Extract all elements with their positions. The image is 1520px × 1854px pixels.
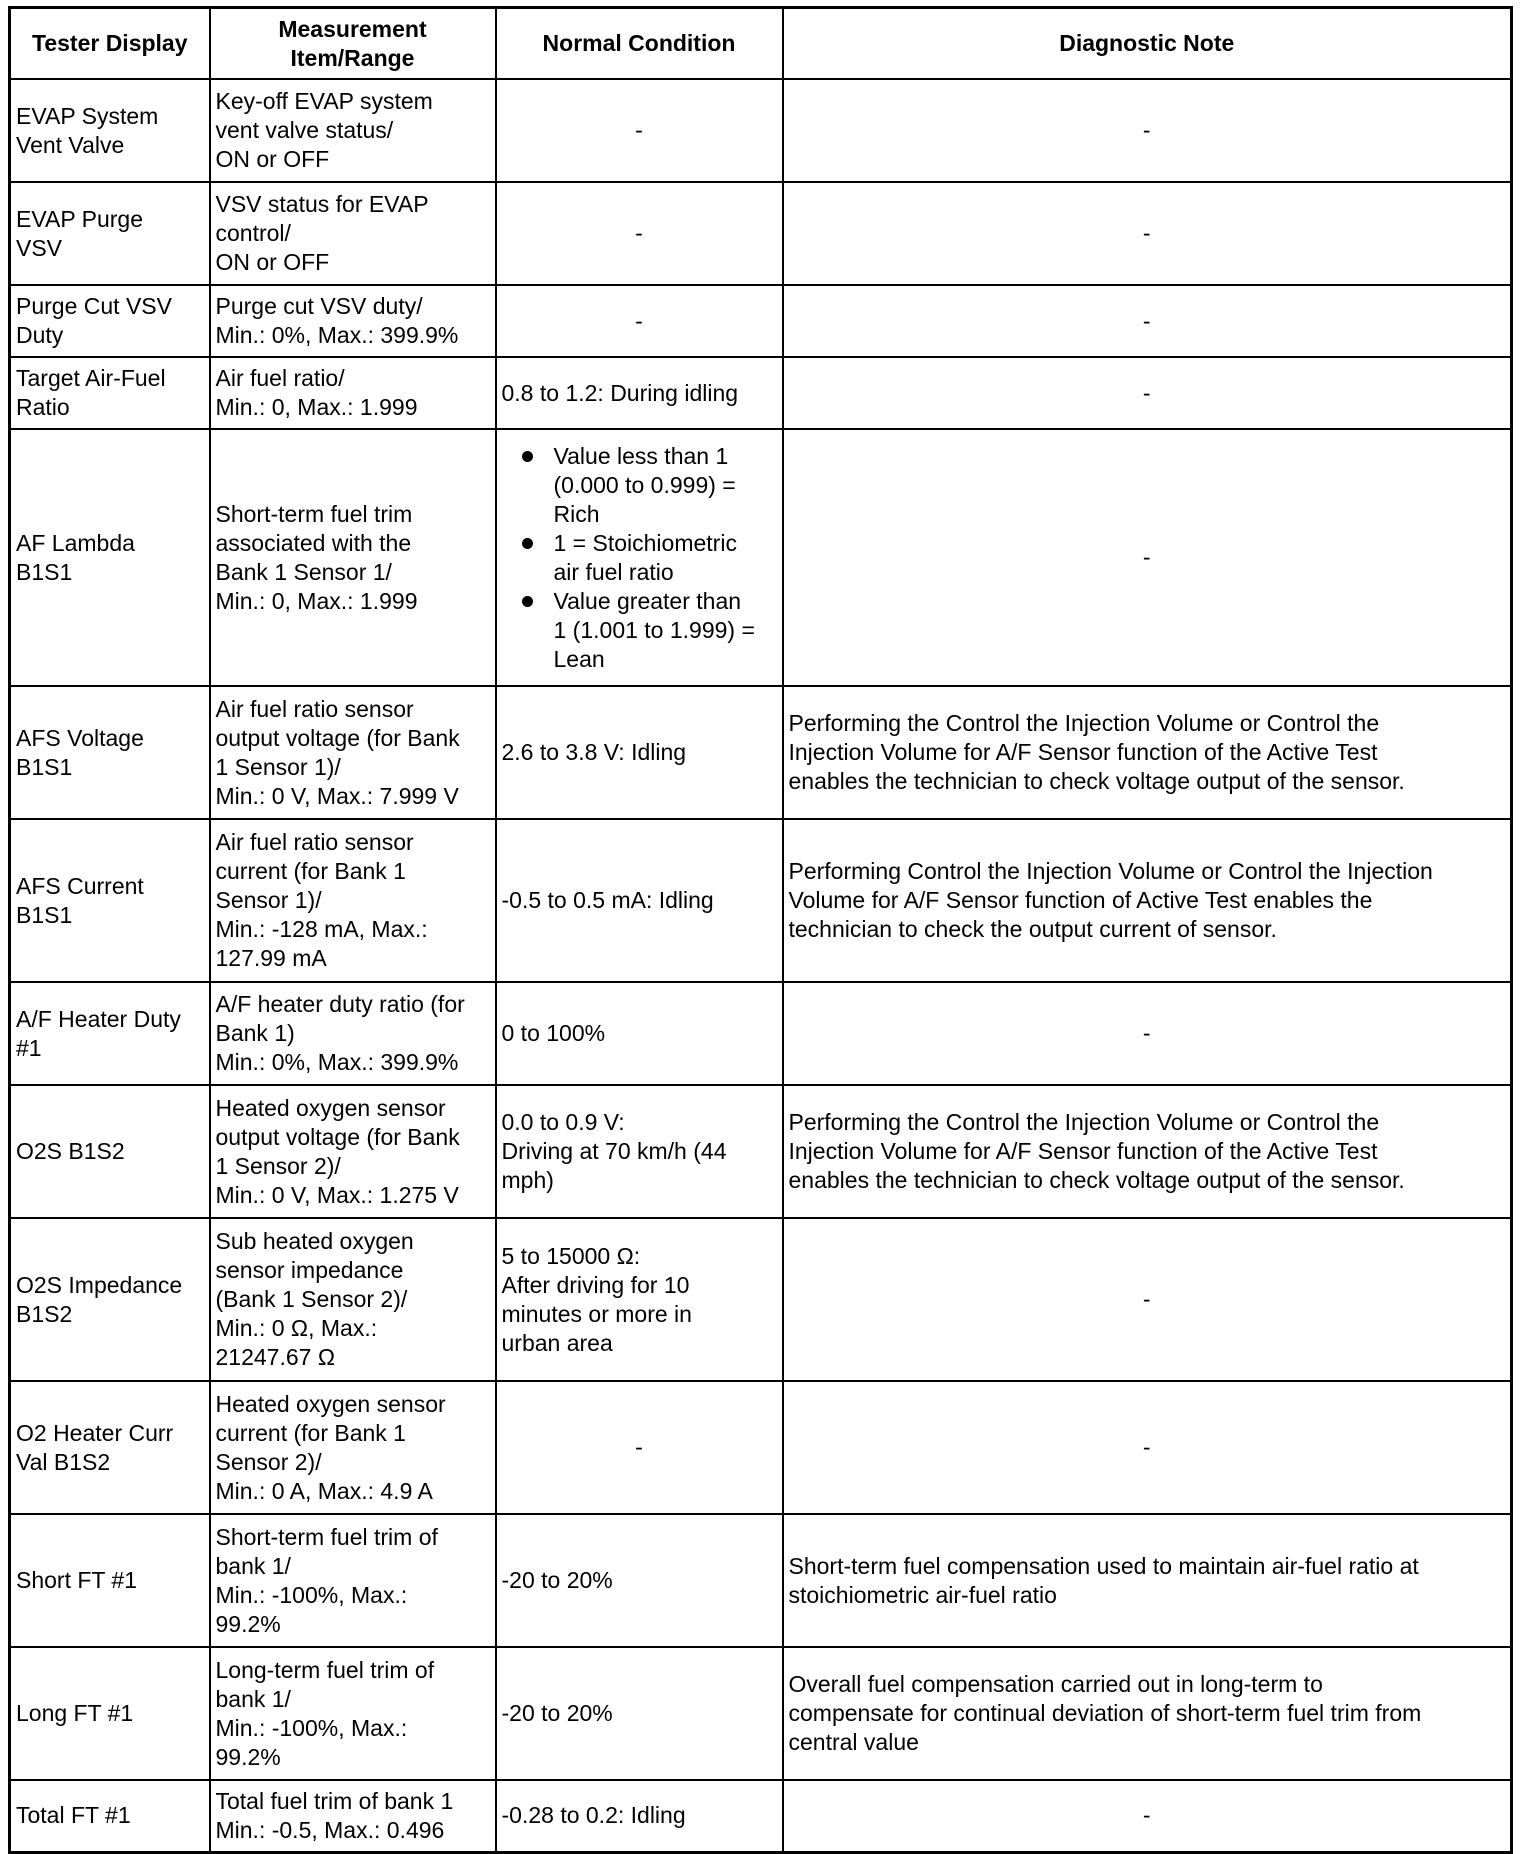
table-row (10, 79, 1512, 182)
table-row (10, 1780, 1512, 1852)
diagnostic-note-cell: - (783, 982, 1512, 1085)
list-item: Value less than 1 (0.000 to 0.999) = Rich (502, 442, 777, 529)
normal-condition-cell: -20 to 20% (496, 1647, 783, 1780)
tester-display-cell: O2S B1S2 (10, 1085, 210, 1218)
diagnostic-note-cell: - (783, 285, 1512, 357)
bullet-icon (522, 538, 533, 549)
diagnostic-note-cell: Overall fuel compensation carried out in long-term to compensate for continual deviation of short-term fuel trim from central value (783, 1647, 1512, 1780)
normal-condition-cell: 5 to 15000 Ω: After driving for 10 minutes or more in urban area (496, 1218, 783, 1381)
table-row (10, 429, 1512, 686)
table-row (10, 285, 1512, 357)
diagnostic-note-cell: Short-term fuel compensation used to maintain air-fuel ratio at stoichiometric air-fuel ratio (783, 1514, 1512, 1647)
measurement-cell: Long-term fuel trim of bank 1/ Min.: -100%, Max.: 99.2% (210, 1647, 496, 1780)
table-row (10, 182, 1512, 285)
measurement-cell: Purge cut VSV duty/ Min.: 0%, Max.: 399.9% (210, 285, 496, 357)
diagnostic-note-cell: - (783, 1218, 1512, 1381)
table-row (10, 1218, 1512, 1381)
table-row (10, 1514, 1512, 1647)
table-row (10, 357, 1512, 429)
normal-condition-cell: - (496, 285, 783, 357)
tester-display-cell: A/F Heater Duty #1 (10, 982, 210, 1085)
normal-condition-cell: -20 to 20% (496, 1514, 783, 1647)
list-item: Value greater than 1 (1.001 to 1.999) = Lean (502, 587, 777, 674)
measurement-cell: Key-off EVAP system vent valve status/ ON or OFF (210, 79, 496, 182)
measurement-cell: Sub heated oxygen sensor impedance (Bank 1 Sensor 2)/ Min.: 0 Ω, Max.: 21247.67 Ω (210, 1218, 496, 1381)
measurement-cell: Air fuel ratio/ Min.: 0, Max.: 1.999 (210, 357, 496, 429)
measurement-cell: A/F heater duty ratio (for Bank 1) Min.: 0%, Max.: 399.9% (210, 982, 496, 1085)
tester-display-cell: EVAP Purge VSV (10, 182, 210, 285)
tester-display-cell: Target Air-Fuel Ratio (10, 357, 210, 429)
tester-display-cell: AFS Current B1S1 (10, 819, 210, 982)
normal-condition-cell: 2.6 to 3.8 V: Idling (496, 686, 783, 819)
header-normal-condition: Normal Condition (496, 8, 783, 80)
measurement-cell: Short-term fuel trim associated with the Bank 1 Sensor 1/ Min.: 0, Max.: 1.999 (210, 429, 496, 686)
normal-condition-cell: - (496, 1381, 783, 1514)
tester-display-cell: Long FT #1 (10, 1647, 210, 1780)
header-tester-display: Tester Display (10, 8, 210, 80)
list-item: 1 = Stoichiometric air fuel ratio (502, 529, 777, 587)
normal-condition-cell: 0.0 to 0.9 V: Driving at 70 km/h (44 mph) (496, 1085, 783, 1218)
header-measurement-item-range: Measurement Item/Range (210, 8, 496, 80)
table-row (10, 1381, 1512, 1514)
table-row (10, 1085, 1512, 1218)
diagnostic-note-cell: Performing the Control the Injection Volume or Control the Injection Volume for A/F Sensor function of the Active Test enables the technician to check voltage output of the sensor. (783, 686, 1512, 819)
measurement-cell: Heated oxygen sensor current (for Bank 1 Sensor 2)/ Min.: 0 A, Max.: 4.9 A (210, 1381, 496, 1514)
tester-display-cell: O2S Impedance B1S2 (10, 1218, 210, 1381)
tester-display-cell: O2 Heater Curr Val B1S2 (10, 1381, 210, 1514)
diagnostic-note-cell: Performing the Control the Injection Volume or Control the Injection Volume for A/F Sensor function of the Active Test enables the technician to check voltage output of the sensor. (783, 1085, 1512, 1218)
normal-condition-cell: -0.5 to 0.5 mA: Idling (496, 819, 783, 982)
tester-display-cell: AFS Voltage B1S1 (10, 686, 210, 819)
diagnostic-note-cell: - (783, 357, 1512, 429)
measurement-cell: Total fuel trim of bank 1 Min.: -0.5, Max.: 0.496 (210, 1780, 496, 1852)
tester-display-cell: Short FT #1 (10, 1514, 210, 1647)
diagnostic-note-cell: - (783, 1381, 1512, 1514)
tester-display-cell: Total FT #1 (10, 1780, 210, 1852)
normal-condition-cell: - (496, 79, 783, 182)
diagnostic-data-table (8, 6, 1513, 1854)
tester-display-cell: Purge Cut VSV Duty (10, 285, 210, 357)
measurement-cell: Air fuel ratio sensor current (for Bank 1 Sensor 1)/ Min.: -128 mA, Max.: 127.99 mA (210, 819, 496, 982)
table-row (10, 982, 1512, 1085)
normal-condition-cell: 0 to 100% (496, 982, 783, 1085)
bullet-icon (522, 451, 533, 462)
normal-condition-cell (496, 429, 783, 686)
tester-display-cell: EVAP System Vent Valve (10, 79, 210, 182)
tester-display-cell: AF Lambda B1S1 (10, 429, 210, 686)
table-row (10, 1647, 1512, 1780)
normal-condition-cell: 0.8 to 1.2: During idling (496, 357, 783, 429)
header-diagnostic-note: Diagnostic Note (783, 8, 1512, 80)
bullet-icon (522, 596, 533, 607)
diagnostic-note-cell: - (783, 1780, 1512, 1852)
diagnostic-note-cell: - (783, 429, 1512, 686)
normal-condition-cell: - (496, 182, 783, 285)
normal-condition-cell: -0.28 to 0.2: Idling (496, 1780, 783, 1852)
table-row (10, 686, 1512, 819)
diagnostic-note-cell: - (783, 79, 1512, 182)
header-row (10, 8, 1512, 80)
measurement-cell: Heated oxygen sensor output voltage (for Bank 1 Sensor 2)/ Min.: 0 V, Max.: 1.275 V (210, 1085, 496, 1218)
normal-condition-bullet-list (502, 442, 777, 674)
diagnostic-note-cell: Performing Control the Injection Volume or Control the Injection Volume for A/F Sensor function of Active Test enables the technician to check the output current of sensor. (783, 819, 1512, 982)
table-row (10, 819, 1512, 982)
diagnostic-note-cell: - (783, 182, 1512, 285)
measurement-cell: Short-term fuel trim of bank 1/ Min.: -100%, Max.: 99.2% (210, 1514, 496, 1647)
measurement-cell: VSV status for EVAP control/ ON or OFF (210, 182, 496, 285)
measurement-cell: Air fuel ratio sensor output voltage (for Bank 1 Sensor 1)/ Min.: 0 V, Max.: 7.999 V (210, 686, 496, 819)
